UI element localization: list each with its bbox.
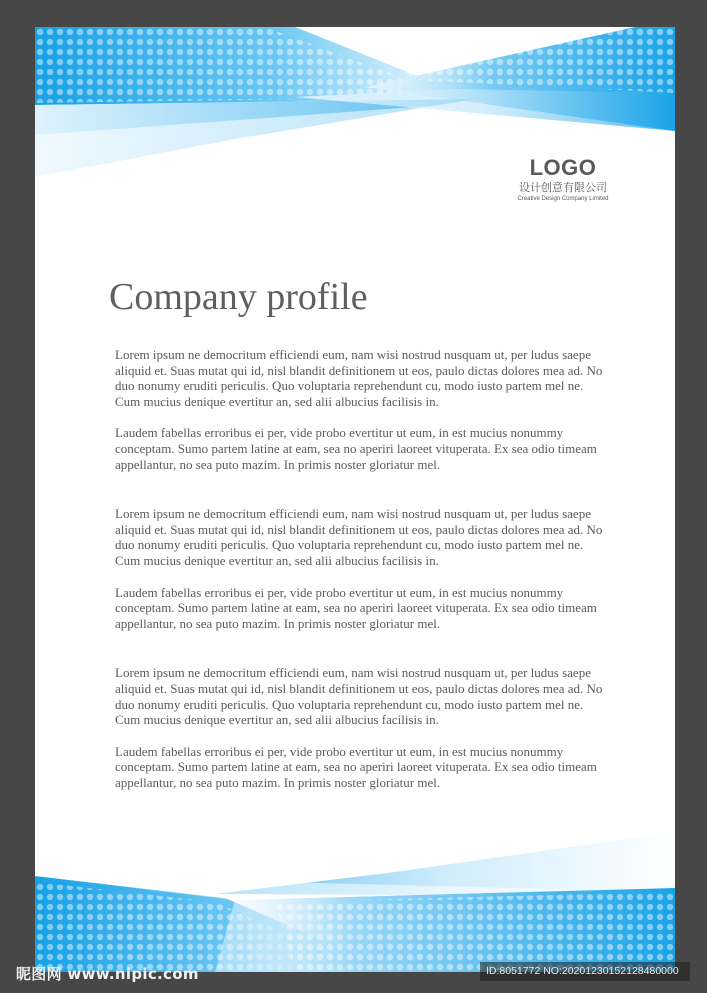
site-watermark: 昵图网 www.nipic.com (16, 965, 199, 983)
paragraph: Lorem ipsum ne democritum efficiendi eum, nam wisi nostrud nusquam ut, per ludus saepe aliquid et. Suas mutat qui id, nisl blandit definitionem ut eos, paulo dictas dolores mea ad. No duo nonumy eruditi periculis. Quo voluptaria reprehendunt cu, modo iusto partem mel ne. Cum mucius denique evertitur an, sed alii albucius facilisis in. (115, 506, 603, 568)
letterhead-page (35, 27, 675, 972)
company-logo (501, 155, 625, 204)
paragraph: Laudem fabellas erroribus ei per, vide probo evertitur ut eum, in est mucius nonummy conceptam. Sumo partem latine at eam, sea no aperiri laoreet vituperata. Ex sea odio timeam appellantur, no sea puto mazim. In primis noster gloriatur mel. (115, 584, 597, 631)
bottom-blue-decoration (35, 832, 675, 972)
paragraph: Lorem ipsum ne democritum efficiendi eum, nam wisi nostrud nusquam ut, per ludus saepe aliquid et. Suas mutat qui id, nisl blandit definitionem ut eos, paulo dictas dolores mea ad. No duo nonumy eruditi periculis. Quo voluptaria reprehendunt cu, modo iusto partem mel ne. Cum mucius denique evertitur an, sed alii albucius facilisis in. (115, 665, 603, 728)
page-title: Company profile (109, 276, 368, 318)
logo-english-name: Creative Design Company Limited (517, 196, 609, 202)
paragraph: Laudem fabellas erroribus ei per, vide probo evertitur ut eum, in est mucius nonummy conceptam. Sumo partem latine at eam, sea no aperiri laoreet vituperata. Ex sea odio timeam appellantur, no sea puto mazim. In primis noster gloriatur mel. (115, 425, 597, 472)
logo-chinese-name: 设计创意有限公司 (519, 181, 607, 194)
paragraph: Laudem fabellas erroribus ei per, vide probo evertitur ut eum, in est mucius nonummy conceptam. Sumo partem latine at eam, sea no aperiri laoreet vituperata. Ex sea odio timeam appellantur, no sea puto mazim. In primis noster gloriatur mel. (115, 743, 597, 790)
logo-wordmark: LOGO (529, 155, 597, 180)
paragraph: Lorem ipsum ne democritum efficiendi eum, nam wisi nostrud nusquam ut, per ludus saepe aliquid et. Suas mutat qui id, nisl blandit definitionem ut eos, paulo dictas dolores mea ad. No duo nonumy eruditi periculis. Quo voluptaria reprehendunt cu, modo iusto partem mel ne. Cum mucius denique evertitur an, sed alii albucius facilisis in. (115, 347, 603, 409)
body-text (115, 347, 603, 790)
image-id-watermark: ID:8051772 NO:20201230152128480000 (480, 962, 690, 981)
